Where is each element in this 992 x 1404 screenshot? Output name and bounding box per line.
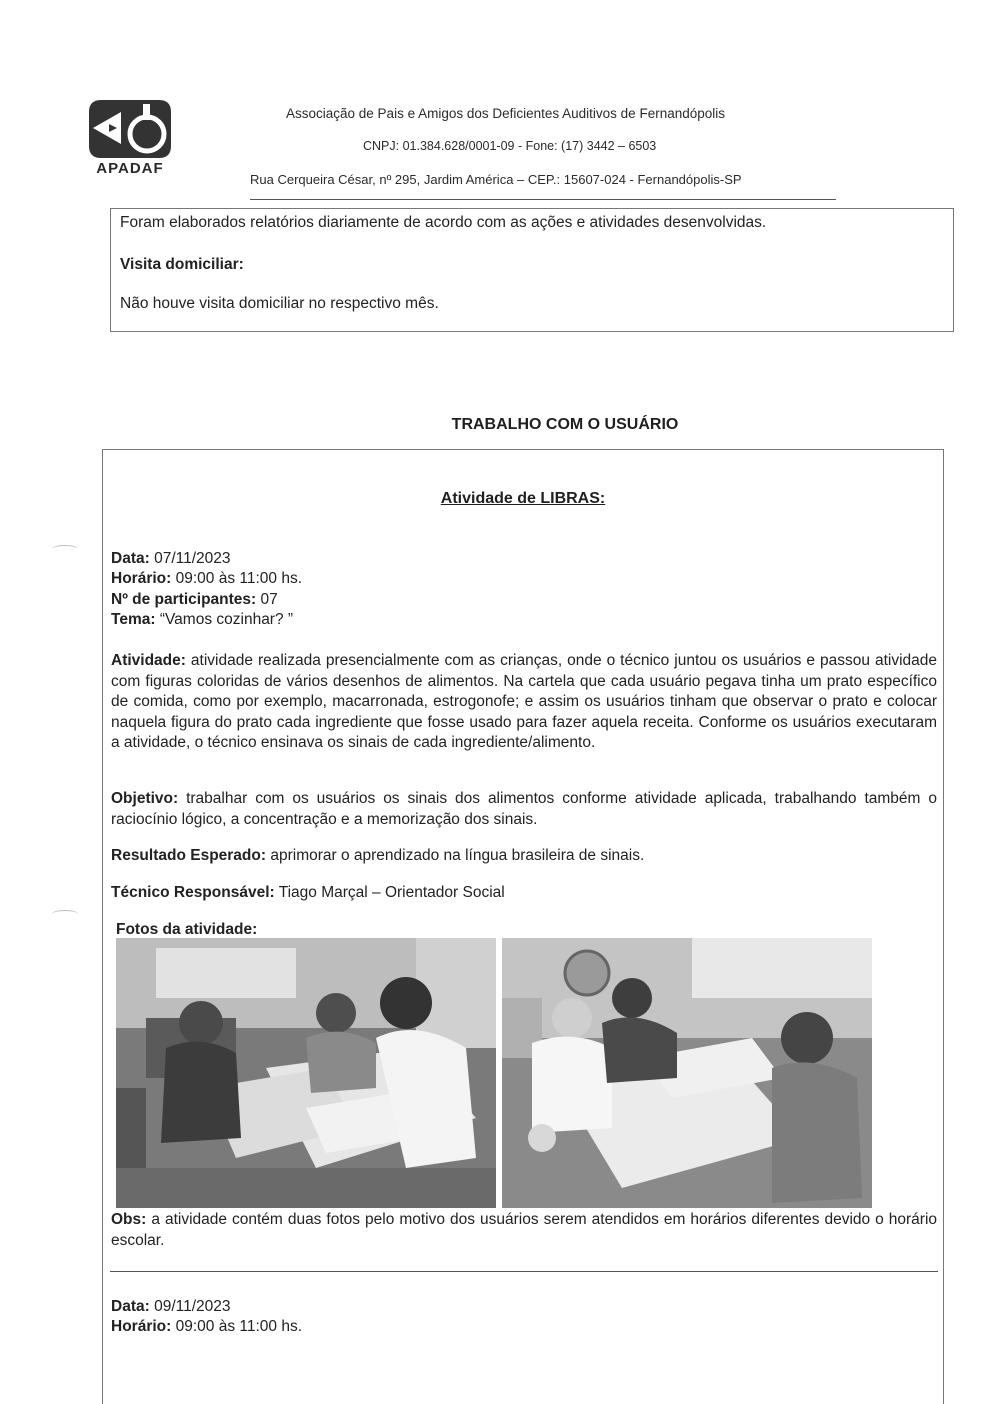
address-line: Rua Cerqueira César, nº 295, Jardim América – CEP.: 15607-024 - Fernandópolis-SP bbox=[250, 172, 742, 187]
objective-text: trabalhar com os usuários os sinais dos alimentos conforme atividade aplicada, trabalhando também o raciocínio lógico, a concentração e a memorização dos sinais. bbox=[111, 790, 937, 828]
logo-text: APADAF bbox=[96, 160, 164, 177]
responsible-text: Tiago Marçal – Orientador Social bbox=[278, 884, 505, 901]
activity-photo-2 bbox=[502, 938, 872, 1208]
activity-description bbox=[111, 651, 937, 754]
expected-result-line bbox=[111, 847, 644, 865]
observation-paragraph bbox=[111, 1210, 937, 1251]
next-time-label: Horário: bbox=[111, 1318, 172, 1335]
classroom-photo-image bbox=[116, 938, 496, 1208]
expected-label: Resultado Esperado: bbox=[111, 847, 267, 864]
theme-label: Tema: bbox=[111, 611, 156, 628]
activity-title: Atividade de LIBRAS: bbox=[440, 490, 606, 507]
next-date-value: 09/11/2023 bbox=[154, 1298, 231, 1315]
apadaf-logo-icon bbox=[87, 98, 173, 160]
time-value: 09:00 às 11:00 hs. bbox=[175, 570, 303, 587]
next-time-value: 09:00 às 11:00 hs. bbox=[175, 1318, 303, 1335]
next-time-line bbox=[111, 1318, 302, 1336]
next-date-line bbox=[111, 1298, 231, 1316]
activity-separator bbox=[110, 1271, 938, 1272]
time-label: Horário: bbox=[111, 570, 172, 587]
header-divider bbox=[250, 199, 836, 200]
expected-text: aprimorar o aprendizado na língua brasileira de sinais. bbox=[270, 847, 645, 864]
section-title: TRABALHO COM O USUÁRIO bbox=[451, 416, 679, 433]
date-label: Data: bbox=[111, 550, 150, 567]
date-value: 07/11/2023 bbox=[154, 550, 231, 567]
margin-mark bbox=[52, 545, 78, 553]
participants-line bbox=[111, 591, 278, 609]
date-line bbox=[111, 550, 231, 568]
classroom-photo-image bbox=[502, 938, 872, 1208]
description-text: atividade realizada presencialmente com as crianças, onde o técnico juntou os usuários e passou atividade com figuras coloridas de vários desenhos de alimentos. Na cartela que cada usuário pegava tinha um prato específico de comida, como por exemplo, macarronada, estrogonofe; e assim os usuários tinham que observar o prato e colocar naquela figura do prato cada ingrediente que fosse usado para fazer aquela receita. Conforme os usuários executaram a atividade, o técnico ensinava os sinais de cada ingrediente/alimento. bbox=[111, 652, 937, 752]
responsible-label: Técnico Responsável: bbox=[111, 884, 275, 901]
next-date-label: Data: bbox=[111, 1298, 150, 1315]
home-visit-heading: Visita domiciliar: bbox=[120, 256, 244, 273]
activity-photo-1 bbox=[116, 938, 496, 1208]
reports-text: Foram elaborados relatórios diariamente de acordo com as ações e atividades desenvolvidas. bbox=[120, 214, 767, 231]
home-visit-text: Não houve visita domiciliar no respectivo mês. bbox=[120, 295, 439, 312]
photos-label: Fotos da atividade: bbox=[116, 921, 258, 938]
responsible-line bbox=[111, 884, 505, 902]
objective-paragraph bbox=[111, 789, 937, 830]
theme-line bbox=[111, 611, 293, 629]
obs-text: a atividade contém duas fotos pelo motivo dos usuários serem atendidos em horários diferentes devido o horário escolar. bbox=[111, 1211, 938, 1249]
organization-name: Associação de Pais e Amigos dos Deficientes Auditivos de Fernandópolis bbox=[286, 106, 726, 121]
apadaf-logo bbox=[84, 98, 176, 178]
cnpj-phone-line: CNPJ: 01.384.628/0001-09 - Fone: (17) 3442 – 6503 bbox=[363, 139, 657, 153]
margin-mark bbox=[52, 910, 78, 918]
objective-label: Objetivo: bbox=[111, 790, 179, 807]
time-line bbox=[111, 570, 302, 588]
participants-label: Nº de participantes: bbox=[111, 591, 257, 608]
obs-label: Obs: bbox=[111, 1211, 147, 1228]
participants-value: 07 bbox=[260, 591, 278, 608]
theme-value: “Vamos cozinhar? ” bbox=[159, 611, 294, 628]
description-label: Atividade: bbox=[111, 652, 186, 669]
